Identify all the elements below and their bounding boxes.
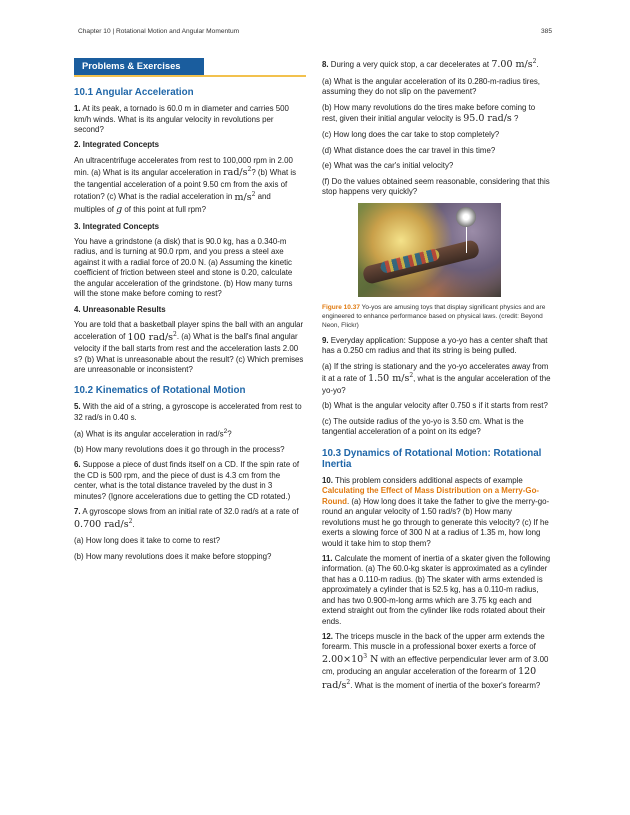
banner-rule (74, 75, 306, 77)
section-heading-10-2: 10.2 Kinematics of Rotational Motion (74, 385, 246, 397)
problem-11: 11. Calculate the moment of inertia of a skater given the following information. (a) The 60.0-kg skater is approximated as a cylinder that has a 0.110-m radius. (b) The skater with arms extended is approximately a cylinder that is 52.5 kg, has a 0.110-m radius, and has two 0.900-m-long arms which are 3.75 kg each and extend straight out from the cylinder like rods rotated about their ends. (322, 553, 551, 626)
yoyo-photo (358, 203, 501, 297)
problem-9b: (b) What is the angular velocity after 0.750 s if it starts from rest? (322, 401, 548, 411)
problem-8f: (f) Do the values obtained seem reasonable, considering that this stop happens very quickly? (322, 176, 550, 197)
problem-9c: (c) The outside radius of the yo-yo is 3.50 cm. What is the tangential acceleration of a point on its edge? (322, 416, 524, 437)
problem-7a: (a) How long does it take to come to rest? (74, 536, 221, 546)
example-link[interactable]: Calculating the Effect of Mass Distribution on a Merry-Go-Round (322, 486, 540, 506)
problem-5: 5. With the aid of a string, a gyroscope is accelerated from rest to 32 rad/s in 0.40 s. (74, 402, 302, 422)
section-heading-10-1: 10.1 Angular Acceleration (74, 87, 194, 99)
problem-7b: (b) How many revolutions does it make before stopping? (74, 551, 272, 561)
problem-8b: (b) How many revolutions do the tires make before coming to rest, given their initial angular velocity is 95.0 rad/s ? (322, 102, 536, 124)
left-column (74, 58, 304, 567)
problem-9: 9. Everyday application: Suppose a yo-yo has a center shaft that has a 0.250 cm radius and that its string is being pulled. (322, 335, 548, 356)
yoyo-shape (456, 207, 476, 227)
problem-4-heading: 4. Unreasonable Results (74, 304, 166, 314)
problem-12: 12. The triceps muscle in the back of the upper arm extends the forearm. This muscle in a professional boxer exerts a force of $2.00\times 10^3$ N with an effective perpendicular lever arm of 3.00 cm, producing an angular acceleration of the forearm of 120 rad/$s^2$. What is the moment of inertia of the boxer's forearm? (322, 631, 549, 692)
problem-8c: (c) How long does the car take to stop completely? (322, 130, 500, 140)
problem-4: You are told that a basketball player spins the ball with an angular acceleration of 100 rad/$s^2$. (a) What is the ball's final angular velocity if the ball starts from rest and the acceleration lasts 2.00 s? (b) What is unreasonable about the result? (c) Which premises are unreasonable or inconsistent? (74, 319, 304, 374)
problem-5b: (b) How many revolutions does it go through in the process? (74, 444, 285, 454)
problem-8a: (a) What is the angular acceleration of its 0.280-m-radius tires, assuming they do not slip on the pavement? (322, 76, 540, 97)
chapter-title: Chapter 10 | Rotational Motion and Angular Momentum (78, 28, 240, 35)
problem-5a: (a) What is its angular acceleration in rad/$s^2$? (74, 427, 232, 439)
problem-3-heading: 3. Integrated Concepts (74, 221, 160, 231)
problem-8e: (e) What was the car's initial velocity? (322, 161, 454, 171)
problem-7: 7. A gyroscope slows from an initial rate of 32.0 rad/s at a rate of 0.700 rad/$s^2$. (74, 507, 299, 530)
running-header (78, 28, 552, 37)
section-heading-10-3: 10.3 Dynamics of Rotational Motion: Rotational Inertia (322, 447, 542, 471)
problem-8: 8. During a very quick stop, a car decelerates at 7.00 $m/s^2$. (322, 58, 539, 71)
page-number: 385 (540, 28, 552, 35)
problem-9a: (a) If the string is stationary and the yo-yo accelerates away from it at a rate of 1.50 $m/s^2$, what is the angular acceleration of the yo-yo? (322, 361, 551, 395)
problem-2-heading: 2. Integrated Concepts (74, 140, 160, 150)
problem-2: An ultracentrifuge accelerates from rest to 100,000 rpm in 2.00 min. (a) What is its angular acceleration in rad/$s^2$? (b) What is the tangential acceleration of a point 9.50 cm from the axis of rotation? (c) What is the radial acceleration in $m/s^2$ and multiples of g of this point at full rpm? (74, 155, 297, 216)
figure-caption: Figure 10.37 Yo-yos are amusing toys that display significant physics and are engineered to enhance performance based on physical laws. (credit: Beyond Neon, Flickr) (322, 303, 546, 329)
problem-1: 1. At its peak, a tornado is 60.0 m in diameter and carries 500 km/h winds. What is its angular velocity in revolutions per second? (74, 104, 289, 134)
problem-8d: (d) What distance does the car travel in this time? (322, 145, 496, 155)
problem-10: 10. This problem considers additional aspects of example Calculating the Effect of Mass Distribution on a Merry-Go-Round. (a) How long does it take the father to give the merry-go-round an angular velocity of 1.50 rad/s? (b) How many revolutions must he go through to generate this velocity? (c) If he exerts a slowing force of 300 N at a radius of 1.35 m, how long would it take him to stop them? (322, 476, 550, 548)
problem-6: 6. Suppose a piece of dust finds itself on a CD. If the spin rate of the CD is 500 rpm, and the piece of dust is 4.3 cm from the center, what is the total distance traveled by the dust in 3 minutes? (Ignore accelerations due to getting the CD rotated.) (74, 460, 300, 501)
problem-3: You have a grindstone (a disk) that is 90.0 kg, has a 0.340-m radius, and is turning at 90.0 rpm, and you press a steel axe against it with a radial force of 20.0 N. (a) Assuming the kinetic coefficient of friction between steel and stone is 0.20, calculate the angular acceleration of the grindstone. (b) How many turns will the stone make before coming to rest? (74, 237, 293, 299)
right-column (322, 58, 552, 698)
section-banner: Problems & Exercises (74, 58, 204, 76)
